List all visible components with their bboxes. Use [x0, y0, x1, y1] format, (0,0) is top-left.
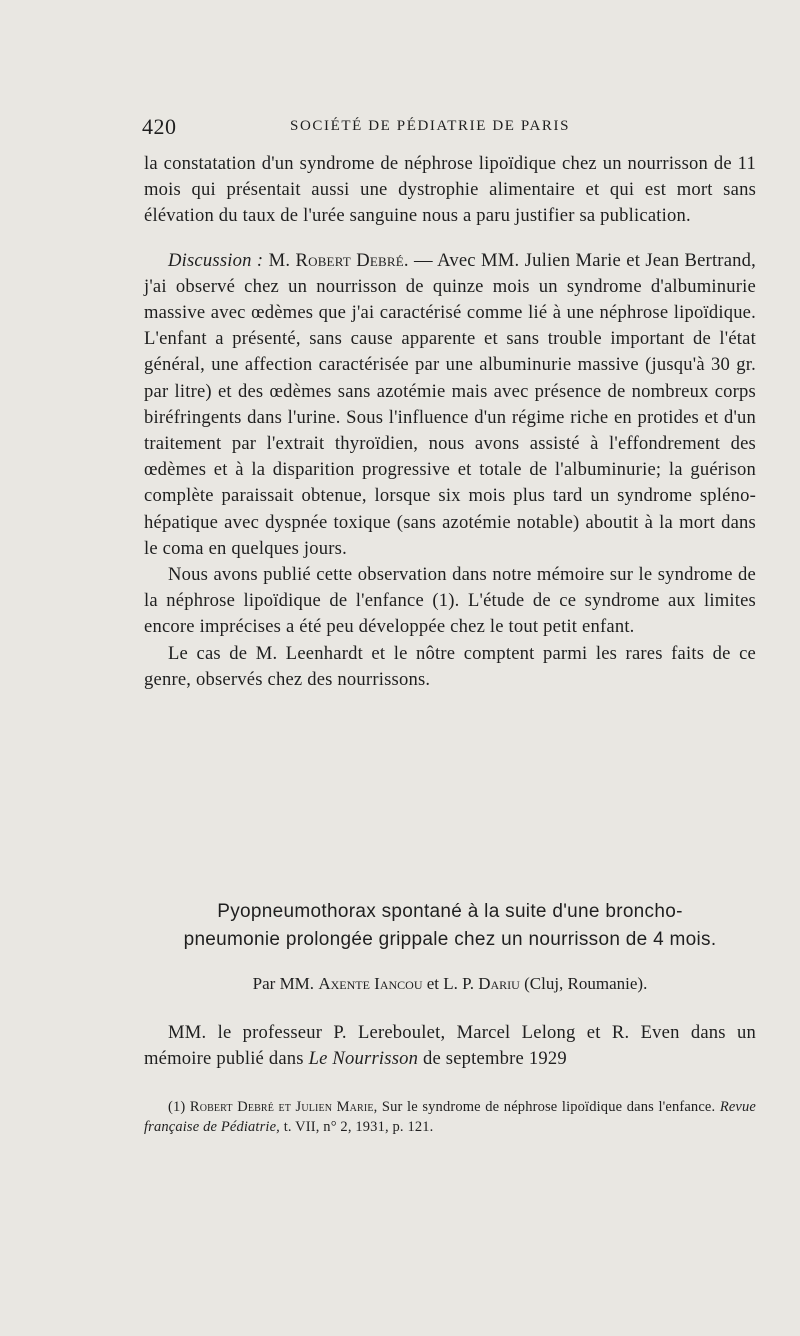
journal-title: Le Nourrisson: [308, 1048, 419, 1070]
discussion-text: — Avec MM. Julien Marie et Jean Bertrand, j'ai observé chez un nourrisson de quinze mois un syndrome d'albuminurie massive avec œdèmes que j'ai caractérisé comme lié à une néphrose lipoïdique. L'enfant a présenté, sans cause apparente et sans trouble important de l'état général, une affection caractérisée par une albuminurie massive (jusqu'à 30 gr. par litre) et des œdèmes sans azotémie mais avec présence de nombreux corps biréfringents dans l'urine. Sous l'influence d'un régime riche en protides et d'un traitement par l'extrait thyroïdien, nous avons assisté à l'effondrement des œdèmes et à la disparition progressive et totale de l'albuminurie; la guérison complète paraissait obtenue, lorsque six mois plus tard un syndrome spléno-hépatique avec dyspnée toxique (sans azotémie notable) aboutit à la mort dans le coma en quelques jours.: [144, 249, 756, 559]
footnote-text: [144, 1097, 756, 1137]
footnote-title: Sur le syndrome de néphrose lipoïdique dans l'enfance.: [377, 1099, 720, 1115]
discussion-paragraph: [144, 248, 756, 562]
byline-prefix: Par MM.: [252, 974, 315, 993]
paragraph-continuation: la constatation d'un syndrome de néphrose lipoïdique chez un nourrisson de 11 mois qui présentait aussi une dystrophie alimentaire et qui est mort sans élévation du taux de l'urée sanguine nous a paru justifier sa publication.: [144, 153, 756, 227]
article-paragraph: [144, 1020, 756, 1072]
article-title-line-1: Pyopneumothorax spontané à la suite d'une broncho-: [217, 901, 683, 922]
affiliation: (Cluj, Roumanie).: [519, 974, 648, 993]
article-body: [144, 1020, 756, 1072]
footnote: [144, 1097, 756, 1137]
byline-and: et L. P.: [422, 974, 479, 993]
footnote-ref: t. VII, n° 2, 1931, p. 121.: [279, 1119, 434, 1135]
article-p1-start: MM. le professeur P. Lereboulet, Marcel Lelong et R. Even dans un mémoire publié dans: [144, 1022, 756, 1070]
article-p1-end: de septembre 1929: [418, 1048, 567, 1070]
author-1: Axente Iancou: [318, 974, 423, 993]
running-head: SOCIÉTÉ DE PÉDIATRIE DE PARIS: [290, 118, 571, 134]
footnote-journal: Revue française de Pédiatrie,: [144, 1099, 756, 1135]
article-byline: [144, 973, 756, 995]
discussion-speaker: Robert Debré.: [295, 249, 409, 271]
paragraph-publication: Nous avons publié cette observation dans notre mémoire sur le syndrome de la néphrose lipoïdique de l'enfance (1). L'étude de ce syndrome aux limites encore imprécises a été peu développée chez le tout petit enfant.: [144, 564, 756, 638]
discussion-label: Discussion :: [168, 249, 264, 271]
footnote-authors: Robert Debré et Julien Marie,: [189, 1099, 378, 1115]
page-number: 420: [142, 114, 177, 139]
paragraph-rare-cases: Le cas de M. Leenhardt et le nôtre comptent parmi les rares faits de ce genre, observés chez des nourrissons.: [144, 642, 756, 690]
author-2: Dariu: [478, 974, 520, 993]
page-header: [142, 114, 758, 142]
footnote-marker: (1): [168, 1099, 190, 1115]
body-text: [144, 151, 756, 693]
article-title-line-2: pneumonie prolongée grippale chez un nourrisson de 4 mois.: [183, 929, 717, 950]
discussion-speaker-prefix: M.: [268, 249, 291, 271]
